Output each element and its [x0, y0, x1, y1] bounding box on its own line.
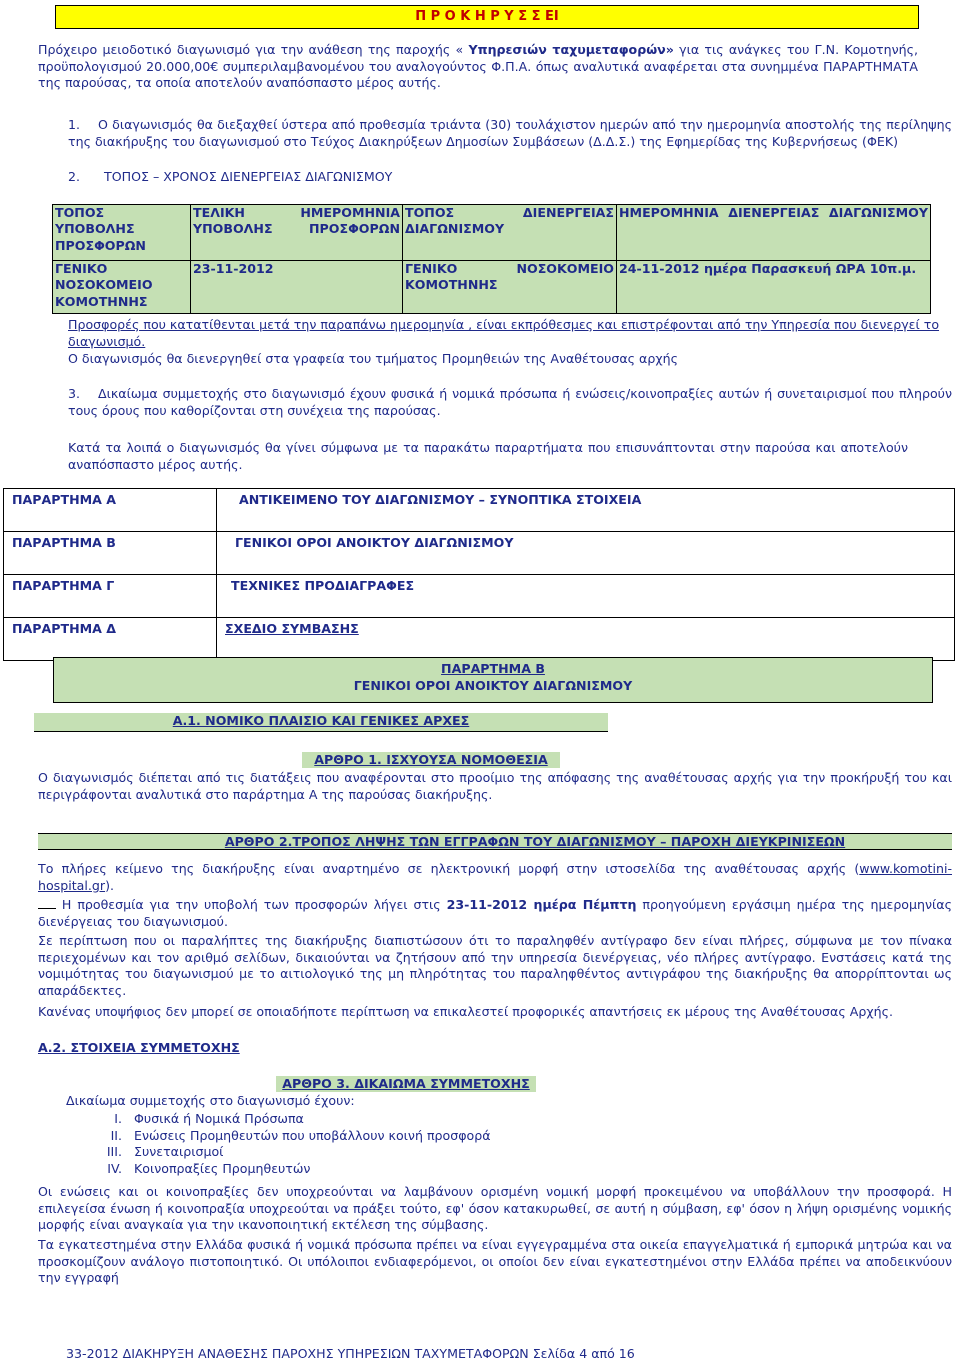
annex-table [3, 488, 955, 661]
item-3-number: 3. [68, 386, 81, 401]
article-2-p1-pre: Το πλήρες κείμενο της διακήρυξης είναι αναρτημένο σε ηλεκτρονική μορφή στην ιστοσελίδα της αναθέτουσας αρχής ( [38, 861, 860, 876]
intro-pre: Πρόχειρο μειοδοτικό διαγωνισμό για την ανάθεση της παροχής « [38, 42, 469, 57]
list-item [66, 1144, 666, 1161]
item-2-text: ΤΟΠΟΣ – ΧΡΟΝΟΣ ΔΙΕΝΕΡΓΕΙΑΣ ΔΙΑΓΩΝΙΣΜΟΥ [104, 169, 393, 184]
hospital-website-link[interactable]: www.komotini-hospital.gr [38, 861, 952, 893]
page-footer: 33-2012 ΔΙΑΚΗΡΥΞΗ ΑΝΑΘΕΣΗΣ ΠΑΡΟΧΗΣ ΥΠΗΡΕΣΙΩΝ ΤΑΧΥΜΕΤΑΦΟΡΩΝ Σελίδα 4 από 16 [66, 1346, 635, 1361]
annex-title: ΓΕΝΙΚΟΙ ΟΡΟΙ ΑΝΟΙΚΤΟΥ ΔΙΑΓΩΝΙΣΜΟΥ [217, 532, 955, 575]
list-item-number: II. [110, 1127, 122, 1143]
item-3 [68, 386, 952, 419]
annex-label: ΠΑΡΑΡΤΗΜΑ Β [4, 532, 217, 575]
section-a2-heading: Α.2. ΣΤΟΙΧΕΙΑ ΣΥΜΜΕΤΟΧΗΣ [38, 1040, 240, 1055]
venue-note: Ο διαγωνισμός θα διενεργηθεί στα γραφεία του τμήματος Προμηθειών της Αναθέτουσας αρχής [68, 351, 678, 366]
header-submission-place: ΤΟΠΟΣ ΥΠΟΒΟΛΗΣ ΠΡΟΣΦΟΡΩΝ [53, 205, 191, 261]
article-2-heading: ΑΡΘΡΟ 2.ΤΡΟΠΟΣ ΛΗΨΗΣ ΤΩΝ ΕΓΓΡΑΦΩΝ ΤΟΥ ΔΙΑΓΩΝΙΣΜΟΥ – ΠΑΡΟΧΗ ΔΙΕΥΚΡΙΝΙΣΕΩΝ [224, 834, 846, 849]
list-item-number: III. [106, 1144, 122, 1160]
annex-b-header [53, 657, 933, 703]
header-conduct-date: ΗΜΕΡΟΜΗΝΙΑ ΔΙΕΝΕΡΓΕΙΑΣ ΔΙΑΓΩΝΙΣΜΟΥ [617, 205, 931, 261]
article-2-p2-pre: Η προθεσμία για την υποβολή των προσφορών λήγει στις [56, 897, 447, 912]
page-banner: Π Ρ Ο Κ Η Ρ Υ Σ Σ ΕΙ [55, 5, 919, 29]
annex-label: ΠΑΡΑΡΤΗΜΑ Δ [4, 618, 217, 661]
article-2-paragraph-4: Κανένας υποψήφιος δεν μπορεί σε οποιαδήποτε περίπτωση να επικαλεστεί προφορικές απαντήσεις εκ μέρους της Αναθέτουσας Αρχής. [38, 1004, 893, 1019]
header-final-date: ΤΕΛΙΚΗ ΗΜΕΡΟΜΗΝΙΑ ΥΠΟΒΟΛΗΣ ΠΡΟΣΦΟΡΩΝ [191, 205, 403, 261]
list-item-text: Κοινοπραξίες Προμηθευτών [134, 1160, 311, 1176]
article-2-p1-post: ). [105, 877, 114, 893]
item-1 [68, 117, 952, 150]
item-1-text: Ο διαγωνισμός θα διεξαχθεί ύστερα από προθεσμία τριάντα (30) τουλάχιστον ημερών από την ημερομηνία αποστολής της περίληψης της διακήρυξης του διαγωνισμού στο Τεύχος Διακηρύξεων Δημοσίων Συμβάσεων (Δ.Δ.Σ.) της Εφημερίδας της Κυβερνήσεως (ΦΕΚ) [68, 117, 952, 149]
annex-title: ΣΧΕΔΙΟ ΣΥΜΒΑΣΗΣ [217, 618, 955, 661]
article-3-paragraph-2: Τα εγκατεστημένα στην Ελλάδα φυσικά ή νομικά πρόσωπα πρέπει να είναι εγγεγραμμένα στα οικεία επαγγελματικά ή εμπορικά μητρώα και να προσκομίζουν ανάλογο πιστοποιητικό. Οι υπόλοιποι ενδιαφερόμενοι, οι οποίοι δεν είναι εγκατεστημένοι στην Ελλάδα πρέπει να αποδεικνύουν την εγγραφή [38, 1237, 952, 1286]
annex-title: ΑΝΤΙΚΕΙΜΕΝΟ ΤΟΥ ΔΙΑΓΩΝΙΣΜΟΥ – ΣΥΝΟΠΤΙΚΑ ΣΤΟΙΧΕΙΑ [217, 489, 955, 532]
value-submission-place: ΓΕΝΙΚΟ ΝΟΣΟΚΟΜΕΙΟ ΚΟΜΟΤΗΝΗΣ [53, 261, 191, 314]
annex-row [4, 489, 955, 532]
list-item-number: IV. [107, 1160, 122, 1176]
annex-row [4, 618, 955, 661]
article-2-paragraph-3: Σε περίπτωση που οι παραλήπτες της διακήρυξης διαπιστώσουν ότι το παραληφθέν αντίγραφο δεν είναι πλήρες, σύμφωνα με τον πίνακα περιεχομένων και τον αριθμό σελίδων, δικαιούνται να ζητήσουν από την υπηρεσία διενέργειας, νέο πλήρες αντίγραφο. Ενστάσεις κατά της νομιμότητας του διαγωνισμού με το αιτιολογικό της μη πληρότητας του παραληφθέντος αντιγράφου της διακήρυξης θα απορρίπτονται ως απαράδεκτες. [38, 933, 952, 998]
item-2 [68, 169, 952, 186]
item-1-number: 1. [68, 117, 81, 132]
list-item-text: Φυσικά ή Νομικά Πρόσωπα [134, 1111, 304, 1126]
deadline-date: 23-11-2012 ημέρα Πέμπτη [446, 897, 637, 912]
annex-intro: Κατά τα λοιπά ο διαγωνισμός θα γίνει σύμφωνα με τα παρακάτω παραρτήματα που επισυνάπτονται στην παρούσα και αποτελούν αναπόσπαστο μέρος αυτής. [68, 440, 908, 472]
annex-label: ΠΑΡΑΡΤΗΜΑ Α [4, 489, 217, 532]
late-offers-note: Προσφορές που κατατίθενται μετά την παραπάνω ημερομηνία , είναι εκπρόθεσμες και επιστρέφονται από την Υπηρεσία που διενεργεί το διαγωνισμό. [68, 317, 940, 349]
intro-paragraph [38, 42, 918, 92]
header-conduct-place: ΤΟΠΟΣ ΔΙΕΝΕΡΓΕΙΑΣ ΔΙΑΓΩΝΙΣΜΟΥ [403, 205, 617, 261]
schedule-table [52, 204, 931, 314]
intro-service: Υπηρεσιών ταχυμεταφορών» [468, 42, 674, 57]
article-3-paragraph-1: Οι ενώσεις και οι κοινοπραξίες δεν υποχρεούνται να λαμβάνουν ορισμένη νομική μορφή προκειμένου να υποβάλλουν την προσφορά. Η επιλεγείσα ένωση ή κοινοπραξία υποχρεούται να πράξει τούτο, εφ' όσον κατακυρωθεί, σε αυτή η σύμβαση, εφ' όσον η λήψη ορισμένης νομικής μορφής είναι αναγκαία για την ικανοποιητική εκτέλεση της σύμβασης. [38, 1184, 952, 1233]
annex-b-label: ΠΑΡΑΡΤΗΜΑ Β [441, 661, 545, 676]
participant-list [66, 1111, 666, 1177]
value-conduct-date: 24-11-2012 ημέρα Παρασκευή ΩΡΑ 10π.μ. [617, 261, 931, 314]
section-a1-heading: Α.1. ΝΟΜΙΚΟ ΠΛΑΙΣΙΟ ΚΑΙ ΓΕΝΙΚΕΣ ΑΡΧΕΣ [34, 713, 608, 732]
underscore-marker [38, 897, 56, 909]
item-3-text: Δικαίωμα συμμετοχής στο διαγωνισμό έχουν φυσικά ή νομικά πρόσωπα ή ενώσεις/κοινοπραξίες αυτών ή συνεταιρισμοί που πληρούν τους όρους που καθορίζονται στη συνέχεια της παρούσας. [68, 386, 952, 418]
article-2-p2-post: προηγούμενη εργάσιμη ημέρα της ημερομηνίας διενέργειας του διαγωνισμού. [38, 897, 952, 929]
value-final-date: 23-11-2012 [191, 261, 403, 314]
list-item [66, 1128, 666, 1145]
list-item-text: Ενώσεις Προμηθευτών που υποβάλλουν κοινή προσφορά [134, 1127, 491, 1143]
list-item-number: I. [114, 1111, 122, 1126]
schedule-value-row [53, 261, 931, 314]
schedule-header-row [53, 205, 931, 261]
article-2-paragraph-1 [38, 861, 952, 894]
annex-row [4, 532, 955, 575]
annex-label: ΠΑΡΑΡΤΗΜΑ Γ [4, 575, 217, 618]
intro-post: για τις ανάγκες του Γ.Ν. Κομοτηνής, προϋπολογισμού 20.000,00€ συμπεριλαμβανομένου του αναλογούντος Φ.Π.Α. όπως αναλυτικά αναφέρεται στα συνημμένα ΠΑΡΑΡΤΗΜΑΤΑ της παρούσας, τα οποία αποτελούν αναπόσπαστο μέρος αυτής. [38, 42, 918, 91]
article-2-heading-bar [38, 833, 952, 850]
annex-b-title: ΓΕΝΙΚΟΙ ΟΡΟΙ ΑΝΟΙΚΤΟΥ ΔΙΑΓΩΝΙΣΜΟΥ [353, 677, 633, 693]
article-3-lead: Δικαίωμα συμμετοχής στο διαγωνισμό έχουν: [66, 1093, 355, 1108]
list-item [66, 1161, 666, 1178]
article-2-paragraph-2 [38, 897, 952, 930]
article-3-heading: ΑΡΘΡΟ 3. ΔΙΚΑΙΩΜΑ ΣΥΜΜΕΤΟΧΗΣ [276, 1076, 536, 1092]
annex-row [4, 575, 955, 618]
article-1-text: Ο διαγωνισμός διέπεται από τις διατάξεις που αναφέρονται στο προοίμιο της απόφασης της αναθέτουσας αρχής για την προκήρυξή του και περιγράφονται αναλυτικά στο παράρτημα Α της παρούσας διακήρυξης. [38, 770, 952, 802]
list-item-text: Συνεταιρισμοί [134, 1144, 224, 1160]
annex-title: ΤΕΧΝΙΚΕΣ ΠΡΟΔΙΑΓΡΑΦΕΣ [217, 575, 955, 618]
list-item [66, 1111, 666, 1128]
article-1-heading: ΑΡΘΡΟ 1. ΙΣΧΥΟΥΣΑ ΝΟΜΟΘΕΣΙΑ [302, 752, 560, 768]
item-2-number: 2. [68, 169, 81, 184]
value-conduct-place: ΓΕΝΙΚΟ ΝΟΣΟΚΟΜΕΙΟ ΚΟΜΟΤΗΝΗΣ [403, 261, 617, 314]
